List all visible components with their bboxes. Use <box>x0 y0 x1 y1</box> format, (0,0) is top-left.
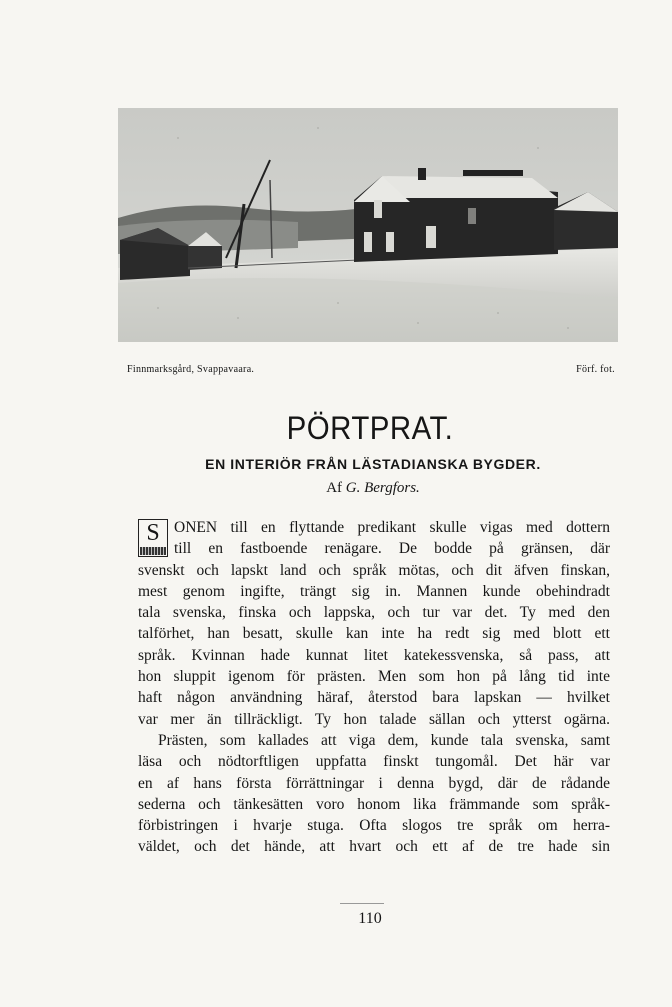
body-line: väldet, och det hände, att hvart och ett af de tre hade sin <box>138 838 610 856</box>
body-line: ONEN till en flyttande predikant skulle vigas med dottern <box>174 519 610 536</box>
body-line: var mer än tillräckligt. Ty hon talade sällan och ytterst ogärna. <box>138 710 610 728</box>
drop-cap <box>138 519 168 557</box>
body-line: förbistringen i hvarje stuga. Ofta slogos tre språk om herra- <box>138 817 610 835</box>
body-line: sederna och tänkesätten voro honom lika främmande som språk- <box>138 795 610 813</box>
author-name: G. Bergfors. <box>345 480 420 496</box>
drop-cap-letter: S <box>146 520 160 546</box>
body-line: språk. Kvinnan hade kunnat litet katekessvenska, så pass, att <box>138 646 610 664</box>
body-line: hon sluppit igenom för prästen. Men som hon på lång tid inte <box>138 668 610 686</box>
body-line: till en fastboende renägare. De bodde på gränsen, där <box>174 540 610 558</box>
byline-prefix: Af <box>326 480 343 496</box>
article-subtitle: EN INTERIÖR FRÅN LÄSTADIANSKA BYGDER. <box>205 456 541 472</box>
body-line: en af hans första förrättningar i denna bygd, där de rådande <box>138 774 610 792</box>
drop-cap-ornament <box>140 547 166 555</box>
body-line: läsa och nödtorftligen uppfatta finskt tungomål. Det här var <box>138 753 610 771</box>
body-line: haft någon användning häraf, återstod bara lapskan — hvilket <box>138 689 610 707</box>
photo-caption-left: Finnmarksgård, Svappavaara. <box>127 364 255 375</box>
photograph <box>118 108 618 342</box>
page-number: 110 <box>358 910 382 927</box>
byline <box>0 480 672 497</box>
winter-farm-photo <box>118 108 618 342</box>
photo-credit: Förf. fot. <box>576 364 615 375</box>
article-title: PÖRTPRAT. <box>286 410 454 446</box>
page-number-rule <box>340 903 384 904</box>
body-line: talförhet, han besatt, skulle kan inte ha redt sig med blott ett <box>138 625 610 643</box>
article-body <box>138 517 610 858</box>
body-line: mest genom ingifte, trängt sig in. Mannen kunde obehindradt <box>138 582 610 600</box>
body-line: Prästen, som kallades att viga dem, kunde tala svenska, samt <box>158 731 610 749</box>
body-line: svenskt och lapskt land och språk mötas, och dit äfven finskan, <box>138 561 610 579</box>
body-line: tala svenska, finska och lappska, och tur var det. Ty med den <box>138 604 610 622</box>
